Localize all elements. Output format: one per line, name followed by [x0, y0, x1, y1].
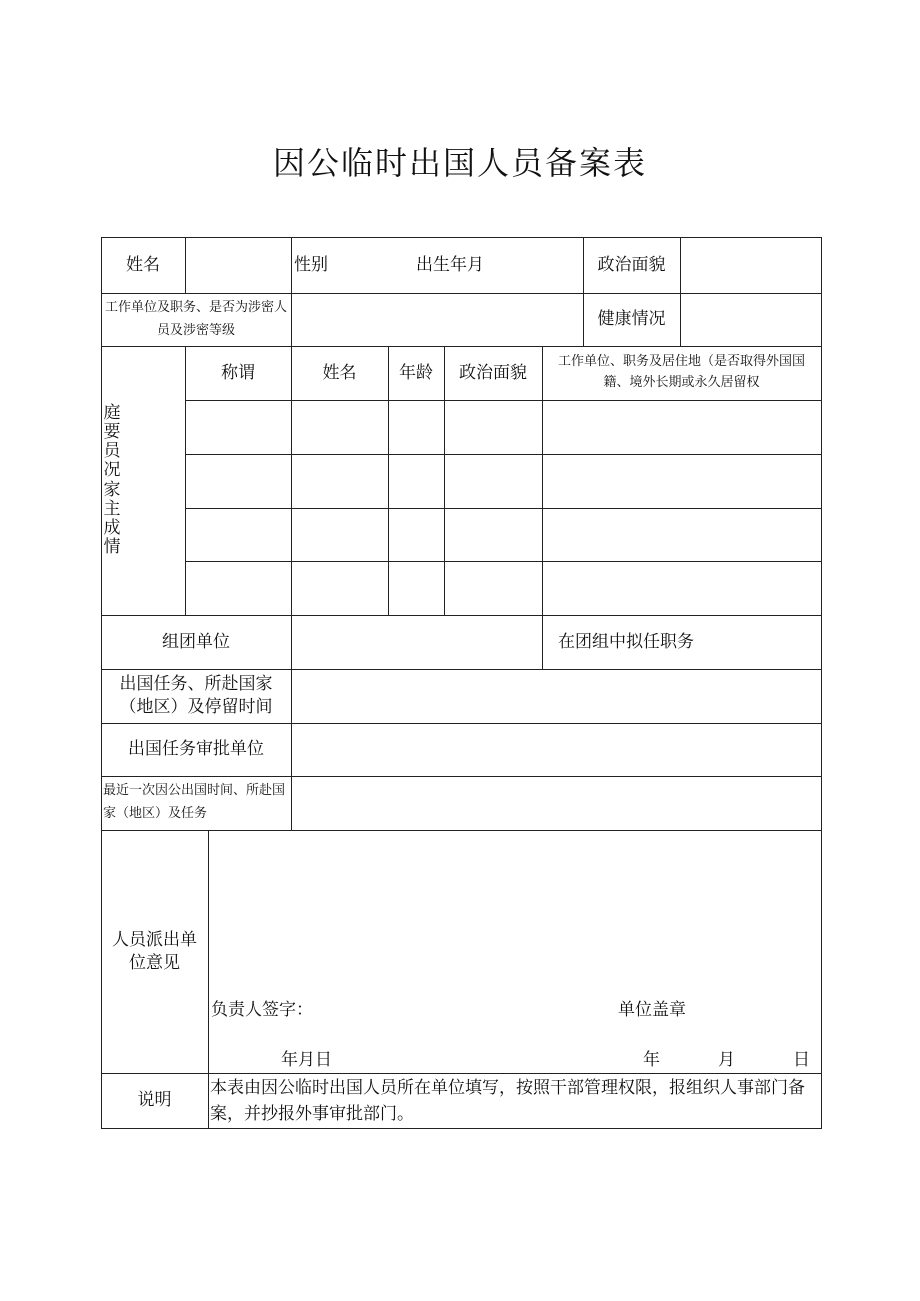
gender-label: 性别 [294, 254, 328, 275]
date-month: 月 [718, 1050, 735, 1070]
family-row[interactable] [186, 562, 821, 615]
date-left: 年月日 [281, 1050, 332, 1070]
work-field[interactable] [292, 294, 583, 346]
group-unit-field[interactable] [292, 616, 542, 669]
name-field[interactable] [186, 238, 291, 293]
form-title: 因公临时出国人员备案表 [272, 144, 647, 182]
group-role-label: 在团组中拟任职务 [558, 631, 694, 652]
political-field[interactable] [681, 238, 821, 293]
group-unit-label: 组团单位 [162, 631, 230, 652]
dispatch-opinion-field[interactable] [209, 831, 821, 1073]
work-label: 工作单位及职务、是否为涉密人员及涉密等级 [104, 300, 287, 338]
political-label: 政治面貌 [597, 254, 666, 275]
family-row[interactable] [186, 401, 821, 454]
family-col-political: 政治面貌 [459, 362, 527, 383]
birth-field[interactable] [504, 238, 583, 293]
date-year: 年 [643, 1050, 660, 1070]
recent-trip-field[interactable] [292, 777, 821, 830]
approval-label: 出国任务审批单位 [128, 739, 264, 760]
task-label: 出国任务、所赴国家（地区）及停留时间 [119, 674, 273, 717]
family-col-name: 姓名 [322, 362, 357, 383]
family-col-work: 工作单位、职务及居住地（是否取得外国国籍、境外长期或永久居留权 [557, 354, 805, 390]
name-label: 姓名 [126, 254, 160, 275]
birth-label: 出生年月 [416, 254, 484, 275]
seal-label: 单位盖章 [618, 1000, 686, 1020]
gender-field[interactable] [352, 238, 412, 293]
task-field[interactable] [292, 670, 821, 723]
family-section-vertical-text: 庭 要 员 况 家 主 成 情 [103, 403, 121, 557]
note-label: 说明 [137, 1090, 172, 1111]
dispatch-opinion-label: 人员派出单位意见 [112, 929, 197, 973]
health-field[interactable] [681, 294, 821, 346]
date-day: 日 [793, 1050, 810, 1070]
family-col-relation: 称谓 [221, 362, 255, 383]
group-role-field[interactable] [720, 616, 821, 669]
family-row[interactable] [186, 509, 821, 561]
family-row[interactable] [186, 455, 821, 508]
note-text: 本表由因公临时出国人员所在单位填写，按照干部管理权限，报组织人事部门备案，并抄报外事审批部门。 [210, 1078, 805, 1125]
signer-label: 负责人签字： [211, 1000, 313, 1020]
approval-field[interactable] [292, 724, 821, 776]
family-col-age: 年龄 [399, 362, 433, 383]
health-label: 健康情况 [597, 309, 666, 330]
recent-trip-label: 最近一次因公出国时间、所赴国家（地区）及任务 [103, 783, 286, 821]
family-section-label [101, 346, 185, 615]
